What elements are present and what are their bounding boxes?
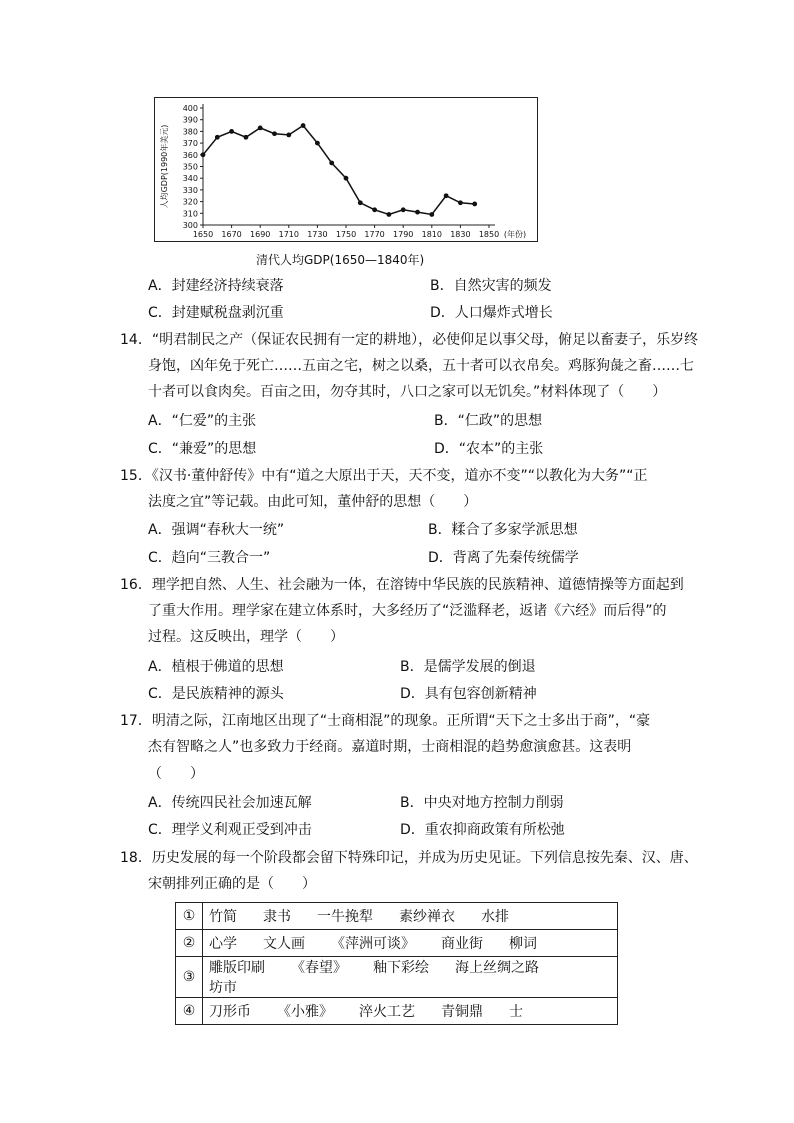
- item: 素纱禅衣: [399, 909, 455, 925]
- q16-option-a[interactable]: A．植根于佛道的思想: [148, 659, 284, 675]
- q15-option-b[interactable]: B．糅合了多家学派思想: [428, 522, 578, 538]
- data-point: [315, 141, 320, 146]
- row-number: ④: [176, 998, 203, 1025]
- item: 刀形币: [209, 1004, 251, 1020]
- q13-option-c[interactable]: C．封建赋税盘剥沉重: [148, 305, 284, 321]
- item: 雕版印刷: [209, 960, 265, 976]
- q16-option-d[interactable]: D．具有包容创新精神: [400, 686, 537, 702]
- table-row: [176, 903, 618, 930]
- x-axis-label: (年份): [503, 230, 527, 239]
- item: 《小雅》: [277, 1004, 333, 1020]
- q17-option-b[interactable]: B．中央对地方控制力削弱: [400, 795, 564, 811]
- q16-option-c[interactable]: C．是民族精神的源头: [148, 686, 284, 702]
- x-tick-label: 1650: [192, 230, 214, 239]
- q17-option-a[interactable]: A．传统四民社会加速瓦解: [148, 795, 312, 811]
- data-point: [215, 135, 220, 140]
- q14-option-b[interactable]: B．“仁政”的思想: [434, 413, 543, 429]
- q15-option-c[interactable]: C．趋向“三教合一”: [148, 550, 271, 566]
- data-point: [429, 212, 434, 217]
- data-point: [229, 129, 234, 134]
- table-row: [176, 957, 618, 998]
- row-number: ③: [176, 957, 203, 998]
- gdp-chart: [154, 97, 538, 242]
- q18-stem-line-2: 宋朝排列正确的是（ ）: [148, 876, 316, 892]
- item: 水排: [481, 909, 509, 925]
- q17-stem-line-1: 17．明清之际，江南地区出现了“士商相混”的现象。正所谓“天下之士多出于商”，“豪: [120, 713, 651, 729]
- row-number: ①: [176, 903, 203, 930]
- x-tick-label: 1790: [393, 230, 414, 239]
- q13-option-b[interactable]: B．自然灾害的频发: [430, 278, 552, 294]
- item: 柳词: [509, 936, 537, 952]
- q16-stem-line-1: 16．理学把自然、人生、社会融为一体，在溶铸中华民族的民族精神、道德情操等方面起到: [120, 577, 684, 593]
- q16-stem-line-3: 过程。这反映出，理学（ ）: [148, 629, 344, 645]
- y-tick-label: 300: [182, 221, 198, 230]
- q17-stem-line-3: （ ）: [148, 766, 204, 782]
- item: 商业街: [441, 936, 483, 952]
- data-point: [415, 210, 420, 215]
- item: 釉下彩绘: [373, 960, 429, 976]
- q15-stem-line-1: 15．《汉书·董仲舒传》中有“道之大原出于天，天不变，道亦不变”“以教化为大务”“正: [120, 468, 648, 484]
- q14-stem-line-2: 身饱，凶年免于死亡……五亩之宅，树之以桑，五十者可以衣帛矣。鸡豚狗彘之畜……七: [148, 358, 694, 374]
- item: 《春望》: [291, 960, 347, 976]
- data-point: [472, 202, 477, 207]
- item: 隶书: [263, 909, 291, 925]
- q15-stem-line-2: 法度之宜”等记载。由此可知，董仲舒的思想（ ）: [148, 494, 478, 510]
- data-point: [301, 123, 306, 128]
- data-point: [444, 193, 449, 198]
- x-tick-label: 1730: [307, 230, 328, 239]
- x-tick-label: 1770: [364, 230, 385, 239]
- y-tick-label: 340: [182, 174, 198, 184]
- q13-option-a[interactable]: A．封建经济持续衰落: [148, 278, 284, 294]
- y-tick-label: 400: [182, 104, 198, 113]
- x-tick-label: 1810: [421, 230, 442, 239]
- x-tick-label: 1850: [478, 230, 500, 239]
- q14-option-c[interactable]: C．“兼爱”的思想: [148, 441, 257, 457]
- data-point: [344, 176, 349, 181]
- q16-stem-line-2: 了重大作用。理学家在建立体系时，大多经历了“泛滥释老，返诸《六经》而后得”的: [148, 603, 667, 619]
- data-point: [201, 152, 206, 157]
- q15-option-d[interactable]: D．背离了先秦传统儒学: [428, 550, 579, 566]
- y-tick-label: 390: [182, 115, 198, 125]
- x-tick-label: 1690: [250, 230, 271, 239]
- row-items: [203, 998, 618, 1025]
- q14-option-a[interactable]: A．“仁爱”的主张: [148, 413, 257, 429]
- y-tick-label: 350: [182, 162, 198, 172]
- item: 文人画: [263, 936, 305, 952]
- q13-option-d[interactable]: D．人口爆炸式增长: [430, 305, 553, 321]
- q14-option-d[interactable]: D．“农本”的主张: [434, 441, 544, 457]
- chart-caption: 清代人均GDP(1650—1840年): [256, 253, 425, 267]
- item: 心学: [209, 936, 237, 952]
- y-axis-label: 人均GDP(1990年美元): [160, 124, 169, 209]
- row-items: [203, 957, 618, 998]
- row-items: [203, 930, 618, 957]
- item: 青铜鼎: [441, 1004, 483, 1020]
- gdp-series-line: [203, 126, 475, 215]
- x-tick-label: 1710: [278, 230, 299, 239]
- table-row: [176, 998, 618, 1025]
- q17-option-c[interactable]: C．理学义利观正受到冲击: [148, 822, 312, 838]
- data-point: [387, 212, 392, 217]
- data-point: [458, 200, 463, 205]
- data-point: [401, 207, 406, 212]
- data-point: [272, 131, 277, 136]
- item: 竹简: [209, 909, 237, 925]
- row-number: ②: [176, 930, 203, 957]
- item: 士: [509, 1004, 523, 1020]
- x-tick-label: 1750: [335, 230, 357, 239]
- data-point: [372, 207, 377, 212]
- data-point: [258, 125, 263, 130]
- data-point: [329, 161, 334, 166]
- gdp-line-chart: [155, 98, 537, 241]
- x-tick-label: 1670: [221, 230, 242, 239]
- data-point: [358, 200, 363, 205]
- q18-table: [175, 902, 618, 1025]
- data-point: [244, 135, 249, 140]
- item: 坊市: [209, 980, 237, 996]
- q15-option-a[interactable]: A．强调“春秋大一统”: [148, 522, 285, 538]
- item: 淬火工艺: [359, 1004, 415, 1020]
- y-tick-label: 380: [182, 127, 198, 137]
- item: 海上丝绸之路: [455, 960, 539, 976]
- q17-stem-line-2: 杰有智略之人”也多致力于经商。嘉道时期，士商相混的趋势愈演愈甚。这表明: [148, 739, 632, 755]
- y-tick-label: 310: [182, 209, 198, 219]
- q18-stem-line-1: 18．历史发展的每一个阶段都会留下特殊印记，并成为历史见证。下列信息按先秦、汉、唐、: [120, 850, 698, 866]
- q17-option-d[interactable]: D．重农抑商政策有所松弛: [400, 822, 565, 838]
- item: 一牛挽犁: [317, 909, 373, 925]
- data-point: [286, 133, 291, 138]
- q14-stem-line-1: 14．“明君制民之产（保证农民拥有一定的耕地），必使仰足以事父母，俯足以畜妻子，乐岁终: [120, 332, 699, 348]
- x-tick-label: 1830: [450, 230, 471, 239]
- q14-stem-line-3: 十者可以食肉矣。百亩之田，勿夺其时，八口之家可以无饥矣。”材料体现了（ ）: [148, 384, 667, 400]
- y-tick-label: 330: [182, 185, 198, 195]
- y-tick-label: 370: [182, 139, 198, 149]
- item: 《萍洲可谈》: [331, 936, 415, 952]
- table-row: [176, 930, 618, 957]
- row-items: [203, 903, 618, 930]
- q16-option-b[interactable]: B．是儒学发展的倒退: [400, 659, 536, 675]
- y-tick-label: 320: [182, 197, 198, 207]
- y-tick-label: 360: [182, 150, 198, 160]
